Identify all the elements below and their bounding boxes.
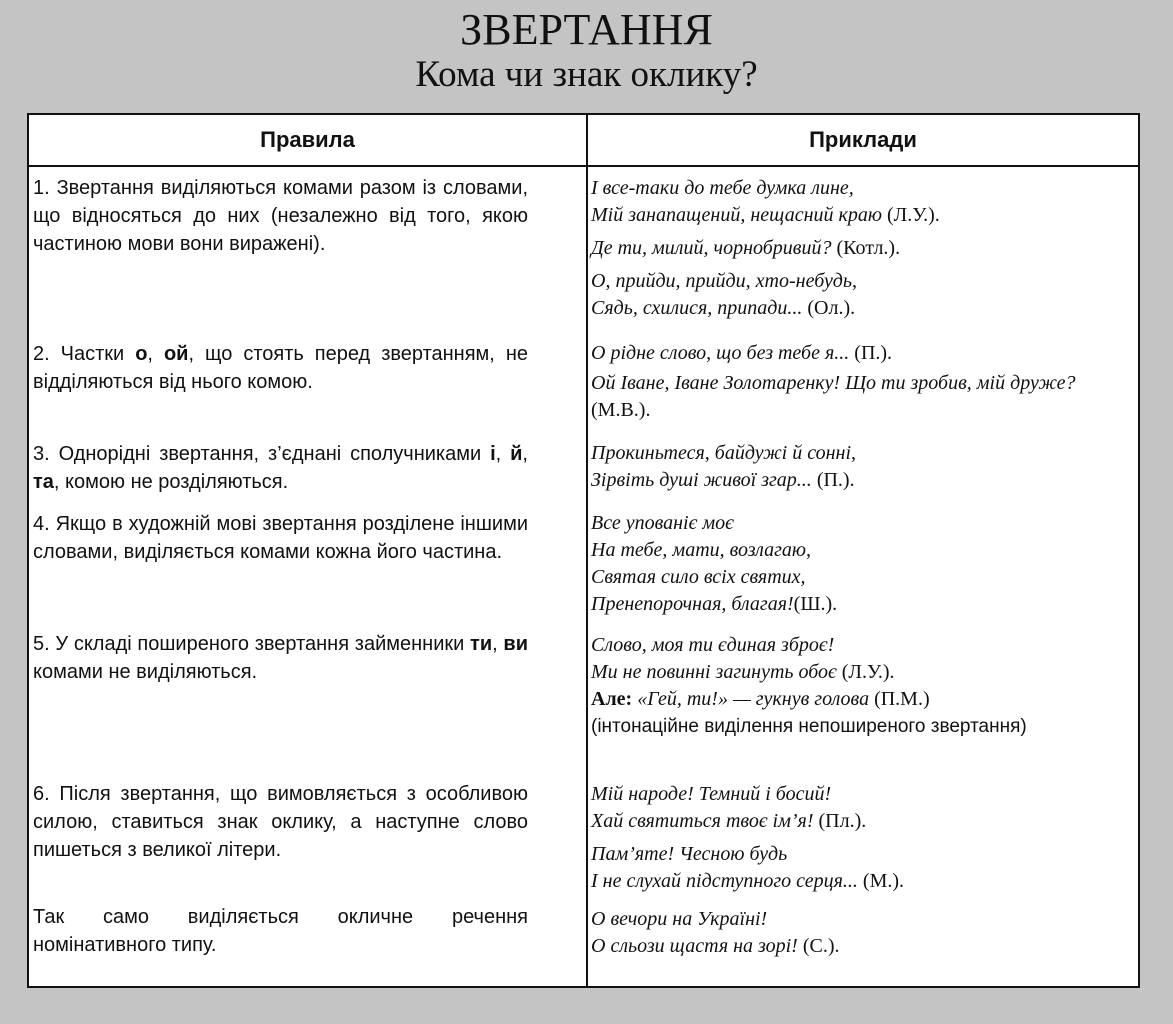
example-3-line-1: О, прийди, прийди, хто-небудь, — [591, 270, 858, 292]
example-3 — [591, 268, 1106, 322]
example-4-line: О рідне слово, що без тебе я... — [591, 342, 850, 364]
rule-3-text-b: , комою не розділяються. — [53, 471, 289, 493]
example-5-source: (М.В.). — [591, 399, 651, 421]
rule-3-sep-1: , — [495, 443, 511, 465]
example-8-source-2: (П.М.) — [869, 688, 930, 710]
header-rules: Правила — [260, 127, 355, 152]
example-8 — [591, 632, 1106, 740]
example-7-source: (Ш.). — [793, 593, 838, 615]
example-3-line-2: Сядь, схилися, припади... — [591, 297, 803, 319]
example-8-source: (Л.У.). — [836, 661, 895, 683]
rule-3 — [33, 440, 528, 496]
rule-7: Так само виділяється окличне речення номінативного типу. — [33, 906, 528, 956]
rule-2-text-a: 2. Частки — [33, 343, 136, 365]
rule-2 — [33, 340, 528, 396]
header-divider — [29, 165, 1138, 167]
example-11 — [591, 906, 1106, 960]
rule-3-text-a: 3. Однорідні звертання, з’єднані сполучниками — [33, 443, 491, 465]
example-8-line-2: Ми не повинні загинуть обоє — [591, 661, 837, 683]
rule-5-text-b: комами не виділяються. — [33, 661, 258, 683]
example-7-line-2: На тебе, мати, возлагаю, — [591, 539, 811, 561]
rule-2-text-b: , що стоять перед звертанням, не відділяються від нього комою. — [33, 343, 529, 393]
rule-5-pronoun-ty: ти — [470, 633, 493, 655]
example-11-line-2: О сльози щастя на зорі! — [591, 935, 798, 957]
example-8-line-3: «Гей, ти!» — гукнув голова — [632, 688, 870, 710]
example-9-line-1: Мій народе! Темний і босий! — [591, 783, 832, 805]
rule-2-particle-oi: ой — [163, 343, 189, 365]
example-11-source: (С.). — [797, 935, 840, 957]
header-examples: Приклади — [809, 127, 917, 152]
rule-5-sep: , — [492, 633, 504, 655]
example-10 — [591, 841, 1106, 895]
rule-3-sep-2: , — [522, 443, 528, 465]
example-9-line-2: Хай святиться твоє ім’я! — [591, 810, 814, 832]
example-1 — [591, 175, 1106, 229]
rule-2-sep: , — [147, 343, 164, 365]
example-4-source: (П.). — [849, 342, 893, 364]
example-10-source: (М.). — [857, 870, 905, 892]
example-9-source: (Пл.). — [813, 810, 867, 832]
rule-3-conj-i: і — [490, 443, 496, 465]
example-1-line-1: І все-таки до тебе думка лине, — [591, 177, 854, 199]
rule-5-text-a: 5. У складі поширеного звертання займенники — [33, 633, 471, 655]
example-7-line-4: Пренепорочная, благая! — [591, 593, 794, 615]
example-6-line-1: Прокиньтеся, байдужі й сонні, — [591, 442, 857, 464]
rule-1: 1. Звертання виділяються комами разом із словами, що відносяться до них (незалежно від того, якою частиною мови вони виражені). — [33, 177, 528, 255]
rule-6: 6. Після звертання, що вимовляється з особливою силою, ставиться знак оклику, а наступне слово пишеться з великої літери. — [33, 783, 528, 861]
example-10-line-2: І не слухай підступного серця... — [591, 870, 858, 892]
example-8-note: (інтонаційне виділення непоширеного звертання) — [591, 716, 1027, 737]
example-5-line: Ой Іване, Іване Золотаренку! Що ти зробив, мій друже? — [591, 372, 1076, 394]
example-8-but-label: Але: — [591, 688, 633, 710]
rule-3-conj-y: й — [510, 443, 523, 465]
example-2 — [591, 235, 1106, 262]
example-11-line-1: О вечори на Україні! — [591, 908, 768, 930]
example-6-source: (П.). — [811, 469, 855, 491]
example-6 — [591, 440, 1106, 494]
example-7 — [591, 510, 1106, 618]
example-2-line: Де ти, милий, чорнобривий? — [591, 237, 832, 259]
column-divider — [586, 115, 588, 986]
rule-3-conj-ta: та — [33, 471, 54, 493]
example-6-line-2: Зірвіть душі живої згар... — [591, 469, 812, 491]
example-7-line-3: Святая сило всіх святих, — [591, 566, 806, 588]
example-1-source: (Л.У.). — [882, 204, 940, 226]
example-1-line-2: Мій занапащений, нещасний краю — [591, 204, 882, 226]
rule-2-particle-o: о — [135, 343, 148, 365]
rule-4: 4. Якщо в художній мові звертання розділене іншими словами, виділяється комами кожна його частина. — [33, 513, 528, 563]
example-8-line-1: Слово, моя ти єдиная зброє! — [591, 634, 835, 656]
example-9 — [591, 781, 1106, 835]
rule-5 — [33, 630, 528, 686]
page-subtitle: Кома чи знак оклику? — [415, 54, 758, 95]
example-7-line-1: Все упованіє моє — [591, 512, 734, 534]
page-title: ЗВЕРТАННЯ — [460, 5, 713, 54]
example-2-source: (Котл.). — [831, 237, 901, 259]
example-4 — [591, 340, 1106, 367]
example-5 — [591, 370, 1106, 424]
example-3-source: (Ол.). — [802, 297, 856, 319]
rule-5-pronoun-vy: ви — [503, 633, 528, 655]
example-10-line-1: Пам’яте! Чесною будь — [591, 843, 788, 865]
